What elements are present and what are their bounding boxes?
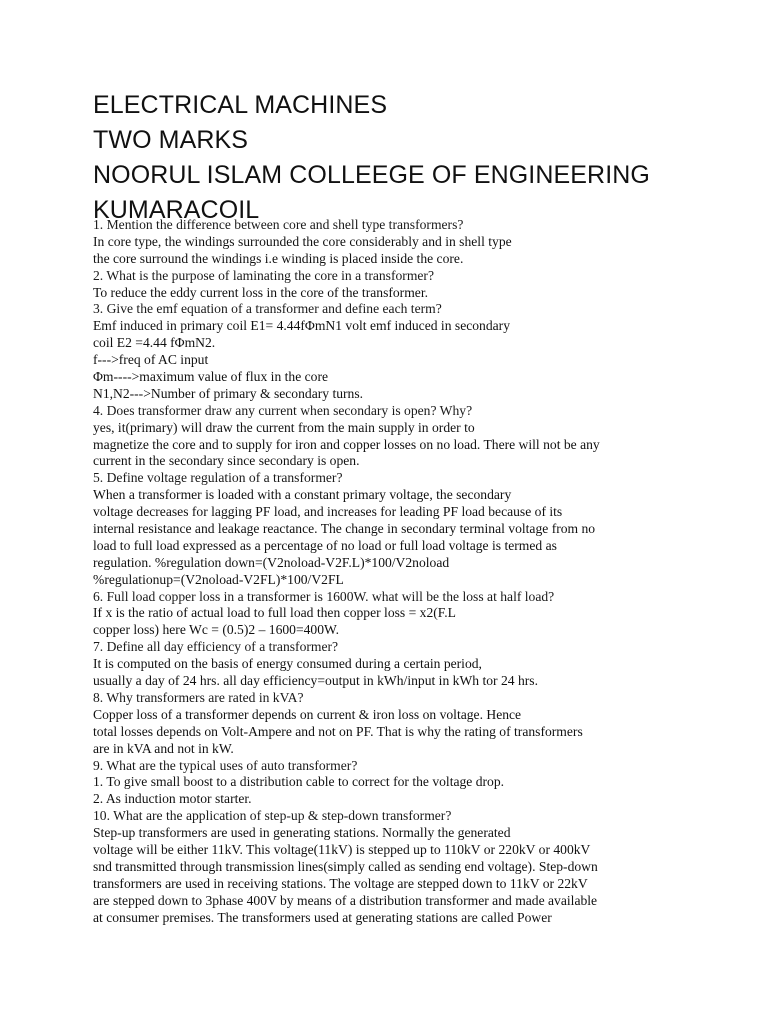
question-1: 1. Mention the difference between core and shell type transformers?	[93, 217, 464, 232]
question-10: 10. What are the application of step-up & step-down transformer?	[93, 808, 452, 824]
answer-line: Step-up transformers are used in generating stations. Normally the generated	[93, 825, 511, 841]
answer-line: copper loss) here Wc = (0.5)2 – 1600=400W.	[93, 622, 339, 638]
answer-line: When a transformer is loaded with a constant primary voltage, the secondary	[93, 487, 512, 503]
answer-line: coil E2 =4.44 fΦmN2.	[93, 335, 216, 351]
heading-college: NOORUL ISLAM COLLEEGE OF ENGINEERING	[93, 161, 650, 189]
answer-line: snd transmitted through transmission lines(simply called as sending end voltage). Step-down	[93, 858, 598, 874]
question-2: 2. What is the purpose of laminating the core in a transformer?	[93, 267, 434, 283]
answer-line: 2. As induction motor starter.	[93, 791, 252, 807]
heading-title: ELECTRICAL MACHINES	[93, 91, 388, 119]
answer-line: internal resistance and leakage reactance. The change in secondary terminal voltage from no	[93, 521, 596, 537]
answer-line: magnetize the core and to supply for iron and copper losses on no load. There will not be any	[93, 436, 600, 452]
question-5: 5. Define voltage regulation of a transformer?	[93, 470, 343, 486]
regulation-up-formula: %regulationup=(V2noload-V2FL)*100/V2FL	[93, 571, 344, 587]
document-heading	[93, 88, 753, 228]
answer-line: load to full load expressed as a percentage of no load or full load voltage is termed as	[93, 537, 557, 553]
document-body	[93, 217, 763, 926]
answer-line: transformers are used in receiving stations. The voltage are stepped down to 11kV or 22kV	[93, 875, 588, 891]
question-9: 9. What are the typical uses of auto transformer?	[93, 757, 358, 773]
answer-line: If x is the ratio of actual load to full load then copper loss = x2(F.L	[93, 605, 456, 621]
answer-line: voltage will be either 11kV. This voltage(11kV) is stepped up to 110kV or 220kV or 400kV	[93, 841, 591, 857]
heading-location: KUMARACOIL	[93, 196, 260, 224]
answer-line: the core surround the windings i.e winding is placed inside the core.	[93, 250, 464, 266]
answer-line: voltage decreases for lagging PF load, and increases for leading PF load because of its	[93, 504, 563, 520]
answer-line: usually a day of 24 hrs. all day efficiency=output in kWh/input in kWh tor 24 hrs.	[93, 673, 538, 689]
question-4: 4. Does transformer draw any current when secondary is open? Why?	[93, 402, 473, 418]
answer-line: Copper loss of a transformer depends on current & iron loss on voltage. Hence	[93, 706, 522, 722]
answer-line: f--->freq of AC input	[93, 352, 209, 368]
question-8: 8. Why transformers are rated in kVA?	[93, 689, 304, 705]
question-3: 3. Give the emf equation of a transformer and define each term?	[93, 301, 442, 317]
question-7: 7. Define all day efficiency of a transformer?	[93, 639, 339, 655]
heading-subtitle: TWO MARKS	[93, 126, 249, 154]
answer-line: To reduce the eddy current loss in the core of the transformer.	[93, 284, 428, 300]
answer-line: Φm---->maximum value of flux in the core	[93, 369, 329, 385]
answer-line: are in kVA and not in kW.	[93, 740, 234, 756]
answer-line: In core type, the windings surrounded the core considerably and in shell type	[93, 233, 512, 249]
answer-line: Emf induced in primary coil E1= 4.44fΦmN1 volt emf induced in secondary	[93, 318, 511, 334]
answer-line: are stepped down to 3phase 400V by means of a distribution transformer and made available	[93, 892, 598, 908]
question-6: 6. Full load copper loss in a transformer is 1600W. what will be the loss at half load?	[93, 588, 555, 604]
answer-line: N1,N2--->Number of primary & secondary turns.	[93, 385, 364, 401]
answer-line: yes, it(primary) will draw the current from the main supply in order to	[93, 419, 475, 435]
answer-line: It is computed on the basis of energy consumed during a certain period,	[93, 656, 482, 672]
answer-line: at consumer premises. The transformers used at generating stations are called Power	[93, 909, 552, 925]
regulation-down-formula: regulation. %regulation down=(V2noload-V2F.L)*100/V2noload	[93, 554, 450, 570]
answer-line: current in the secondary since secondary is open.	[93, 453, 360, 469]
answer-line: total losses depends on Volt-Ampere and not on PF. That is why the rating of transformers	[93, 723, 583, 739]
answer-line: 1. To give small boost to a distribution cable to correct for the voltage drop.	[93, 774, 505, 790]
